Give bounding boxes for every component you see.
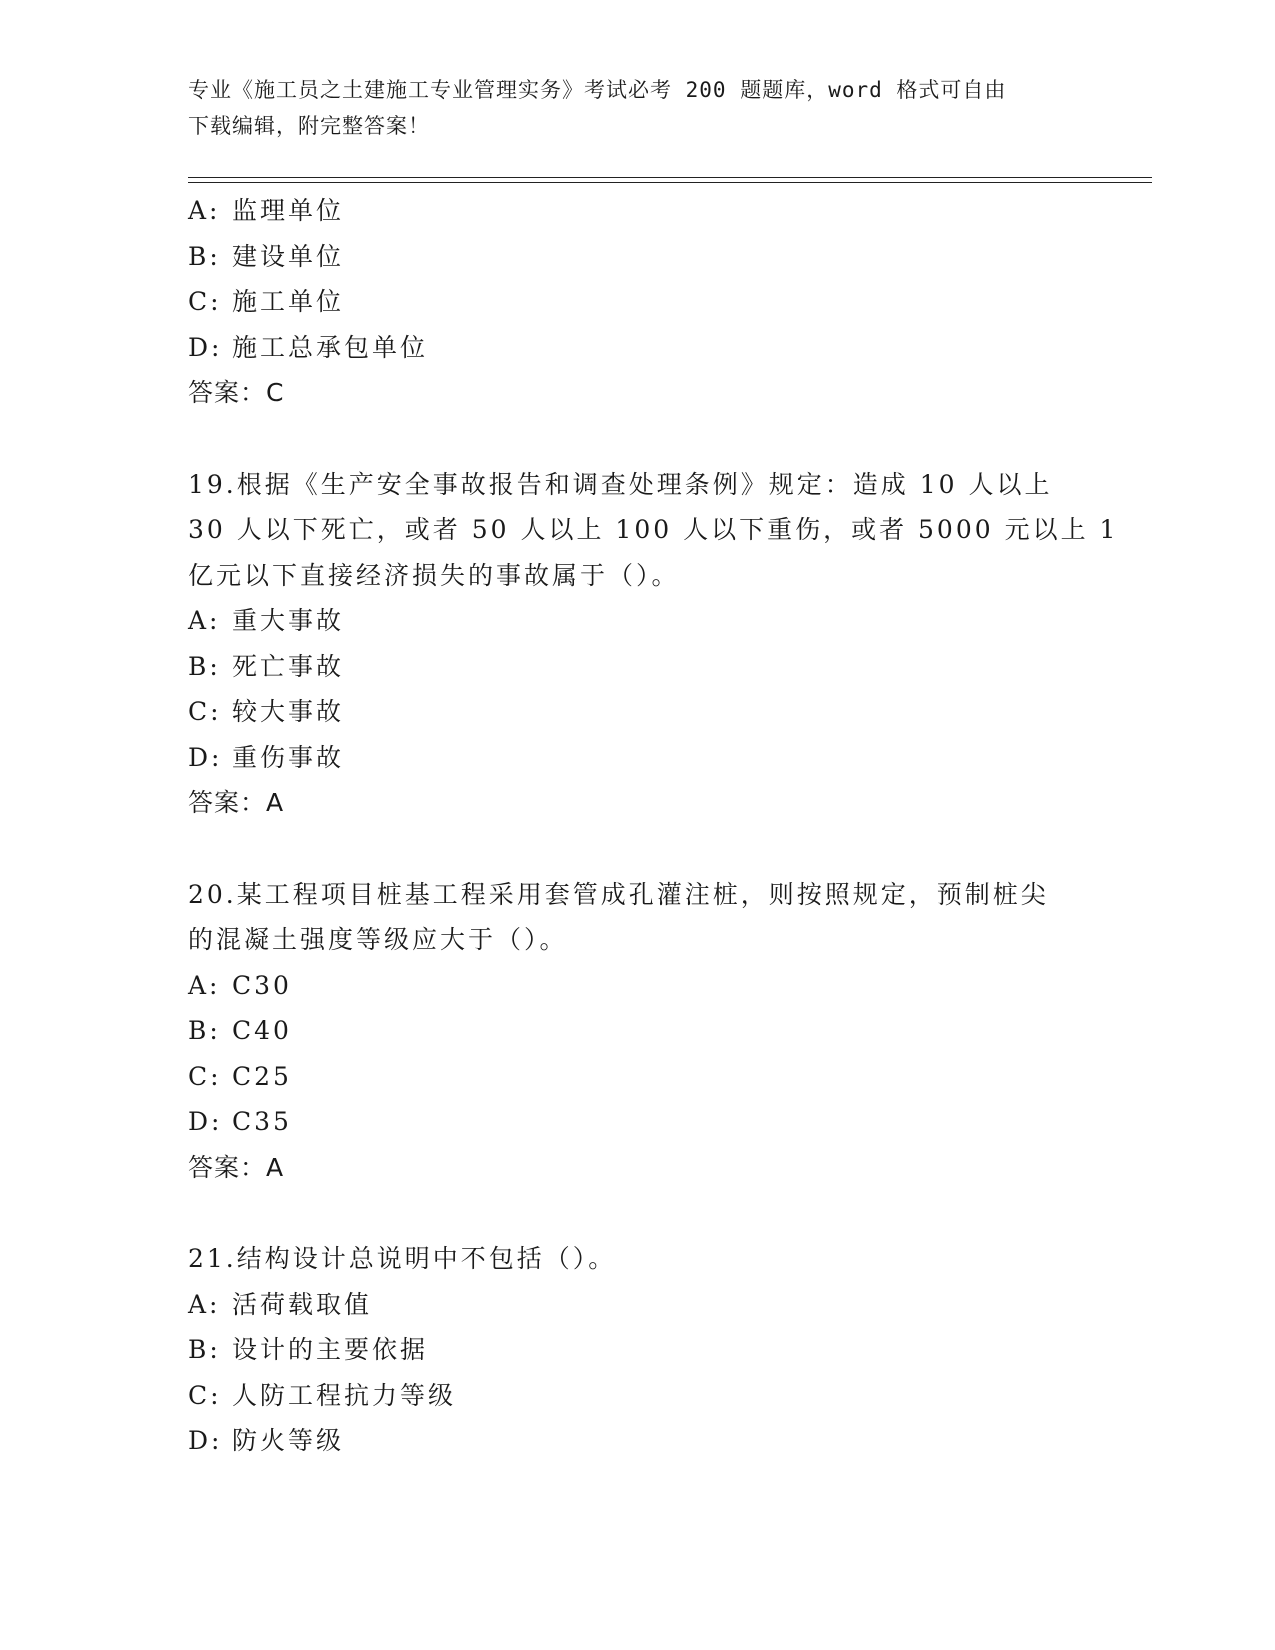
question-list (188, 188, 1119, 1464)
option-text: 较大事故 (232, 697, 345, 726)
option-text: 防火等级 (232, 1426, 345, 1455)
question-text-line: 30 人以下死亡，或者 50 人以上 100 人以下重伤，或者 5000 元以上 1 (188, 515, 1119, 544)
option-letter: B: (188, 1016, 221, 1045)
option-letter: C: (188, 287, 222, 316)
option-b (188, 234, 1088, 280)
option-letter: D: (188, 742, 223, 772)
option-d (188, 735, 1088, 781)
question-block-19 (188, 462, 1119, 826)
block-spacer (188, 1190, 1088, 1236)
question-block-18 (188, 188, 1088, 416)
option-text: C40 (232, 1016, 292, 1045)
option-c (188, 279, 1088, 325)
option-text: 活荷载取值 (232, 1289, 373, 1319)
option-d (188, 1099, 1088, 1145)
option-text: C25 (232, 1061, 292, 1091)
option-text: 人防工程抗力等级 (232, 1380, 457, 1410)
option-letter: A: (188, 1289, 221, 1319)
answer-line: 答案：A (188, 1152, 285, 1182)
question-text-line: 20.某工程项目桩基工程采用套管成孔灌注桩，则按照规定，预制桩尖 (188, 879, 1049, 909)
option-text: 重大事故 (232, 606, 345, 635)
header-divider-top (188, 177, 1152, 178)
answer-line: 答案：A (188, 788, 285, 817)
option-letter: D: (188, 1107, 223, 1136)
option-text: 建设单位 (232, 241, 345, 271)
option-letter: A: (188, 970, 221, 1000)
option-text: C30 (232, 970, 292, 1000)
option-text: 设计的主要依据 (232, 1335, 429, 1364)
option-d (188, 1418, 1088, 1464)
option-letter: C: (188, 1061, 222, 1091)
option-text: 死亡事故 (232, 651, 345, 681)
question-text-line: 21.结构设计总说明中不包括（）。 (188, 1244, 617, 1273)
option-text: 重伤事故 (232, 742, 345, 772)
option-a (188, 963, 1088, 1009)
question-text-line: 亿元以下直接经济损失的事故属于（）。 (188, 560, 680, 590)
option-letter: A: (188, 606, 221, 635)
option-a (188, 598, 1088, 644)
question-block-21 (188, 1236, 1088, 1464)
option-c (188, 689, 1088, 735)
option-letter: C: (188, 1380, 222, 1410)
answer-line: 答案：C (188, 378, 285, 407)
option-b (188, 1008, 1088, 1054)
question-text-line: 的混凝土强度等级应大于（）。 (188, 925, 568, 954)
option-c (188, 1373, 1088, 1419)
question-block-20 (188, 872, 1088, 1191)
block-spacer (188, 416, 1088, 462)
header-line-1: 专业《施工员之土建施工专业管理实务》考试必考 200 题题库，word 格式可自由 (188, 78, 1007, 102)
option-letter: D: (188, 1426, 223, 1455)
option-letter: A: (188, 196, 221, 225)
option-letter: B: (188, 241, 221, 271)
block-spacer (188, 826, 1088, 872)
option-text: 施工总承包单位 (232, 332, 429, 362)
option-b (188, 1327, 1088, 1373)
option-d (188, 325, 1088, 371)
option-c (188, 1054, 1088, 1100)
option-text: 施工单位 (232, 287, 345, 316)
option-letter: D: (188, 332, 223, 362)
option-text: 监理单位 (232, 196, 345, 225)
question-text-line: 19.根据《生产安全事故报告和调查处理条例》规定：造成 10 人以上 (188, 469, 1053, 499)
header-divider-bottom (188, 182, 1152, 183)
option-b (188, 644, 1088, 690)
header-line-2: 下载编辑，附完整答案！ (188, 114, 430, 138)
document-header (188, 72, 1068, 144)
option-text: C35 (232, 1107, 292, 1136)
option-letter: C: (188, 697, 222, 726)
option-letter: B: (188, 1335, 221, 1364)
option-a (188, 188, 1088, 234)
option-letter: B: (188, 651, 221, 681)
option-a (188, 1282, 1088, 1328)
